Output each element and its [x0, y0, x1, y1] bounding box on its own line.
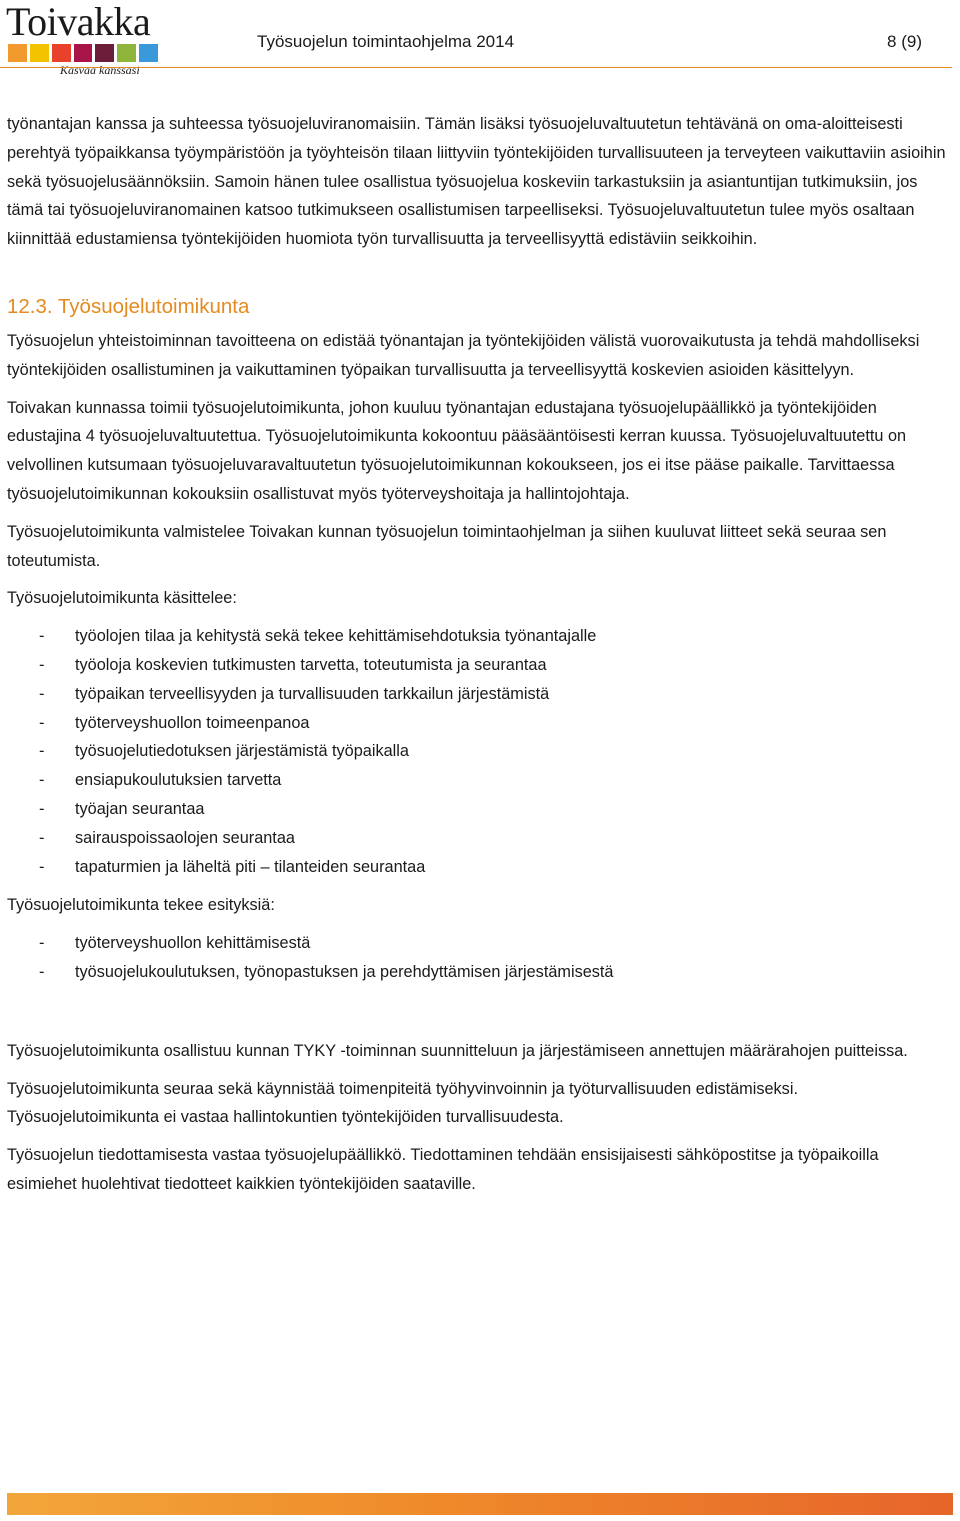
dash-bullet: - — [39, 828, 45, 847]
paragraph-6: Työsuojelun tiedottamisesta vastaa työsuojelupäällikkö. Tiedottaminen tehdään ensisijaisesti sähköpostitse ja työpaikoilla esimiehet huolehtivat tiedotteet kaikkien työntekijöiden saataville. — [7, 1146, 879, 1193]
list-item-text: työajan seurantaa — [75, 799, 205, 818]
list-item-text: ensiapukoulutuksien tarvetta — [75, 771, 282, 790]
logo-color-bars — [8, 44, 158, 62]
list-item-text: työoloja koskevien tutkimusten tarvetta, toteutumista ja seurantaa — [75, 655, 547, 674]
page-number: 8 (9) — [887, 32, 922, 51]
dash-bullet: - — [39, 627, 45, 646]
handled-topics-list — [7, 622, 952, 881]
list-item — [7, 766, 952, 795]
list-item — [7, 824, 952, 853]
section-heading: 12.3. Työsuojelutoimikunta — [7, 294, 250, 318]
dash-bullet: - — [39, 962, 45, 981]
list-item — [7, 651, 952, 680]
list-item-text: sairauspoissaolojen seurantaa — [75, 828, 295, 847]
list-item-text: työpaikan terveellisyyden ja turvallisuuden tarkkailun järjestämistä — [75, 684, 550, 703]
toivakka-logo — [6, 2, 162, 76]
paragraph-5: Työsuojelutoimikunta seuraa sekä käynnistää toimenpiteitä työhyvinvoinnin ja työturvallisuuden edistämiseksi. Työsuojelutoimikunta ei vastaa hallintokuntien työntekijöiden turvallisuudesta. — [7, 1079, 798, 1127]
list1-intro: Työsuojelutoimikunta käsittelee: — [7, 589, 237, 608]
list-item — [7, 709, 952, 738]
intro-paragraph: työnantajan kanssa ja suhteessa työsuojeluviranomaisiin. Tämän lisäksi työsuojeluvaltuutetun tehtävänä on oma-aloitteisesti perehtyä työpaikkansa työympäristöön ja työyhteisön tilaan liittyviin työntekijöiden turvallisuuteen ja terveyteen vaikuttaviin asioihin sekä työsuojelusäännöksiin. Samoin hänen tulee osallistua työsuojelua koskeviin tarkastuksiin ja asiantuntijan tutkimuksiin, jos tämä tai työsuojeluviranomainen katsoo tutkimukseen osallistumisen tarpeelliseksi. Työsuojeluvaltuutetun tulee myös osaltaan kiinnittää edustamiensa työntekijöiden huomiota työn turvallisuutta ja terveellisyyttä edistäviin seikkoihin. — [7, 115, 946, 249]
dash-bullet: - — [39, 655, 45, 674]
list-item — [7, 680, 952, 709]
paragraph-3: Työsuojelutoimikunta valmistelee Toivakan kunnan työsuojelun toimintaohjelman ja siihen kuuluvat liitteet sekä seuraa sen toteutumista. — [7, 522, 887, 570]
footer-accent-bar — [7, 1493, 953, 1515]
list-item — [7, 929, 952, 958]
proposals-list — [7, 929, 952, 987]
list-item-text: työterveyshuollon kehittämisestä — [75, 934, 311, 953]
dash-bullet: - — [39, 684, 45, 703]
dash-bullet: - — [39, 713, 45, 732]
list-item — [7, 737, 952, 766]
list-item-text: tapaturmien ja läheltä piti – tilanteiden seurantaa — [75, 857, 426, 876]
header-divider — [0, 67, 952, 68]
document-body — [7, 110, 952, 1208]
paragraph-4: Työsuojelutoimikunta osallistuu kunnan TYKY -toiminnan suunnitteluun ja järjestämiseen annettujen määrärahojen puitteissa. — [7, 1041, 908, 1060]
paragraph-1: Työsuojelun yhteistoiminnan tavoitteena on edistää työnantajan ja työntekijöiden välistä vuorovaikutusta ja tehdä mahdolliseksi työntekijöiden osallistuminen ja vaikuttaminen työpaikan turvallisuutta ja terveellisyyttä koskevien asioiden käsittelyyn. — [7, 331, 920, 379]
list-item — [7, 795, 952, 824]
page-header — [0, 0, 960, 80]
paragraph-2: Toivakan kunnassa toimii työsuojelutoimikunta, johon kuuluu työnantajan edustajana työsuojelupäällikkö ja työntekijöiden edustajina 4 työsuojeluvaltuutettua. Työsuojelutoimikunta kokoontuu pääsääntöisesti kerran kuussa. Työsuojeluvaltuutettu on velvollinen kutsumaan työsuojeluvaravaltuutetun työsuojelutoimikunnan kokoukseen, jos ei itse pääse paikalle. Tarvittaessa työsuojelutoimikunnan kokouksiin osallistuvat myös työterveyshoitaja ja hallintojohtaja. — [7, 398, 907, 503]
dash-bullet: - — [39, 771, 45, 790]
list-item — [7, 622, 952, 651]
logo-bar — [95, 44, 114, 62]
list-item-text: työterveyshuollon toimeenpanoa — [75, 713, 310, 732]
list-item — [7, 853, 952, 882]
dash-bullet: - — [39, 934, 45, 953]
dash-bullet: - — [39, 799, 45, 818]
logo-bar — [8, 44, 27, 62]
spacer — [7, 997, 952, 1037]
logo-bar — [30, 44, 49, 62]
logo-bar — [139, 44, 158, 62]
logo-tagline: Kasvaa kanssasi — [60, 63, 140, 77]
list-item-text: työsuojelutiedotuksen järjestämistä työpaikalla — [75, 742, 409, 761]
logo-wordmark: Toivakka — [6, 0, 151, 44]
dash-bullet: - — [39, 857, 45, 876]
logo-bar — [74, 44, 93, 62]
list-item — [7, 958, 952, 987]
dash-bullet: - — [39, 742, 45, 761]
list-item-text: työolojen tilaa ja kehitystä sekä tekee kehittämisehdotuksia työnantajalle — [75, 627, 597, 646]
logo-bar — [117, 44, 136, 62]
list2-intro: Työsuojelutoimikunta tekee esityksiä: — [7, 896, 275, 915]
document-title: Työsuojelun toimintaohjelma 2014 — [257, 32, 515, 51]
list-item-text: työsuojelukoulutuksen, työnopastuksen ja perehdyttämisen järjestämisestä — [75, 962, 614, 981]
logo-bar — [52, 44, 71, 62]
